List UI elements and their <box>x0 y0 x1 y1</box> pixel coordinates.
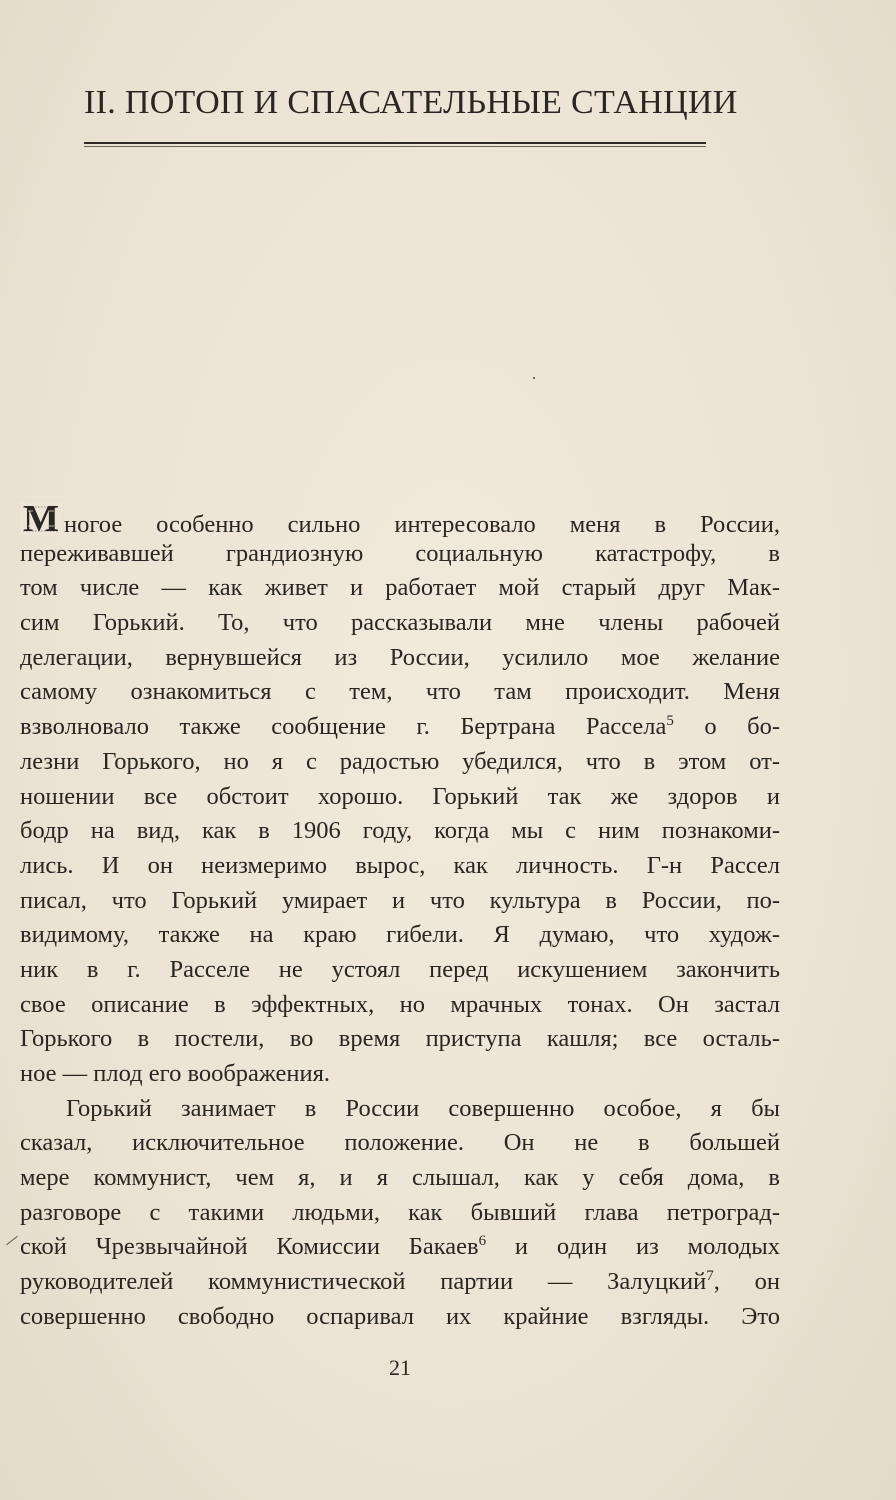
text-line-14 <box>20 953 780 988</box>
line-text: ное — плод его воображения. <box>20 1060 331 1087</box>
footnote-ref-7[interactable]: 7 <box>706 1268 714 1285</box>
line-text: и один из молодых <box>486 1233 780 1261</box>
line-text: лись. И он неизмеримо вырос, как личность. Г-н Рассел <box>20 851 780 879</box>
text-line-24 <box>20 1300 780 1335</box>
text-line-4 <box>20 606 780 641</box>
text-line-1 <box>20 502 780 537</box>
margin-pencil-mark <box>6 1236 18 1245</box>
text-line-21 <box>20 1196 780 1231</box>
text-line-9 <box>20 780 780 815</box>
line-text: ник в г. Расселе не устоял перед искушением закончить <box>20 955 780 983</box>
text-line-18 <box>20 1092 780 1127</box>
line-text: видимому, также на краю гибели. Я думаю, что худож- <box>20 921 780 949</box>
line-text: Горький занимает в России совершенно особое, я бы <box>66 1094 780 1122</box>
line-text: о бо- <box>673 713 781 741</box>
line-text: бодр на вид, как в 1906 году, когда мы с ним познакоми- <box>20 817 780 845</box>
text-line-12 <box>20 884 780 919</box>
line-text: ской Чрезвычайной Комиссии Бакаев <box>20 1233 479 1261</box>
footnote-ref-5[interactable]: 5 <box>666 713 674 730</box>
text-line-6 <box>20 675 780 710</box>
line-text: самому ознакомиться с тем, что там происходит. Меня <box>20 678 780 706</box>
text-line-13 <box>20 918 780 953</box>
text-line-7 <box>20 710 780 745</box>
text-line-3 <box>20 571 780 606</box>
line-text: ногое особенно сильно интересовало меня в России, <box>64 511 780 538</box>
page-number: 21 <box>389 1355 411 1380</box>
text-line-16 <box>20 1022 780 1057</box>
stray-ink-dot <box>533 377 535 379</box>
line-text: , он <box>713 1268 780 1296</box>
text-line-20 <box>20 1161 780 1196</box>
line-text: разговоре с такими людьми, как бывший глава петроград- <box>20 1198 780 1226</box>
text-line-5 <box>20 641 780 676</box>
line-text: сим Горький. То, что рассказывали мне члены рабочей <box>20 609 780 637</box>
line-text: лезни Горького, но я с радостью убедился, что в этом от- <box>20 747 780 775</box>
text-line-2 <box>20 537 780 572</box>
drop-cap-letter: М <box>23 502 59 535</box>
drop-cap <box>20 502 62 535</box>
line-text: свое описание в эффектных, но мрачных тонах. Он застал <box>20 990 780 1018</box>
line-text: сказал, исключительное положение. Он не в большей <box>20 1129 780 1157</box>
line-text: руководителей коммунистической партии — Залуцкий <box>20 1268 707 1296</box>
line-text: переживавшей грандиозную социальную катастрофу, в <box>20 539 780 567</box>
text-line-10 <box>20 814 780 849</box>
line-text: совершенно свободно оспаривал их крайние взгляды. Это <box>20 1302 780 1330</box>
line-text: писал, что Горький умирает и что культура в России, по- <box>20 886 780 914</box>
body-text <box>20 502 780 1335</box>
chapter-title: II. ПОТОП И СПАСАТЕЛЬНЫЕ СТАНЦИИ <box>84 84 738 121</box>
text-line-15 <box>20 988 780 1023</box>
text-line-11 <box>20 849 780 884</box>
footnote-ref-6[interactable]: 6 <box>478 1233 487 1250</box>
text-line-8 <box>20 745 780 780</box>
text-line-23 <box>20 1265 780 1300</box>
line-text: взволновало также сообщение г. Бертрана Рассела <box>20 713 667 741</box>
text-line-22 <box>20 1230 780 1265</box>
title-rule <box>84 142 706 144</box>
text-line-19 <box>20 1126 780 1161</box>
line-text: делегации, вернувшейся из России, усилило мое желание <box>20 643 780 671</box>
line-text: ношении все обстоит хорошо. Горький так же здоров и <box>20 782 780 810</box>
line-text: мере коммунист, чем я, и я слышал, как у себя дома, в <box>20 1164 780 1192</box>
line-text: Горького в постели, во время приступа кашля; все осталь- <box>20 1025 780 1053</box>
text-line-17 <box>20 1057 780 1092</box>
line-text: том числе — как живет и работает мой старый друг Мак- <box>20 574 780 602</box>
